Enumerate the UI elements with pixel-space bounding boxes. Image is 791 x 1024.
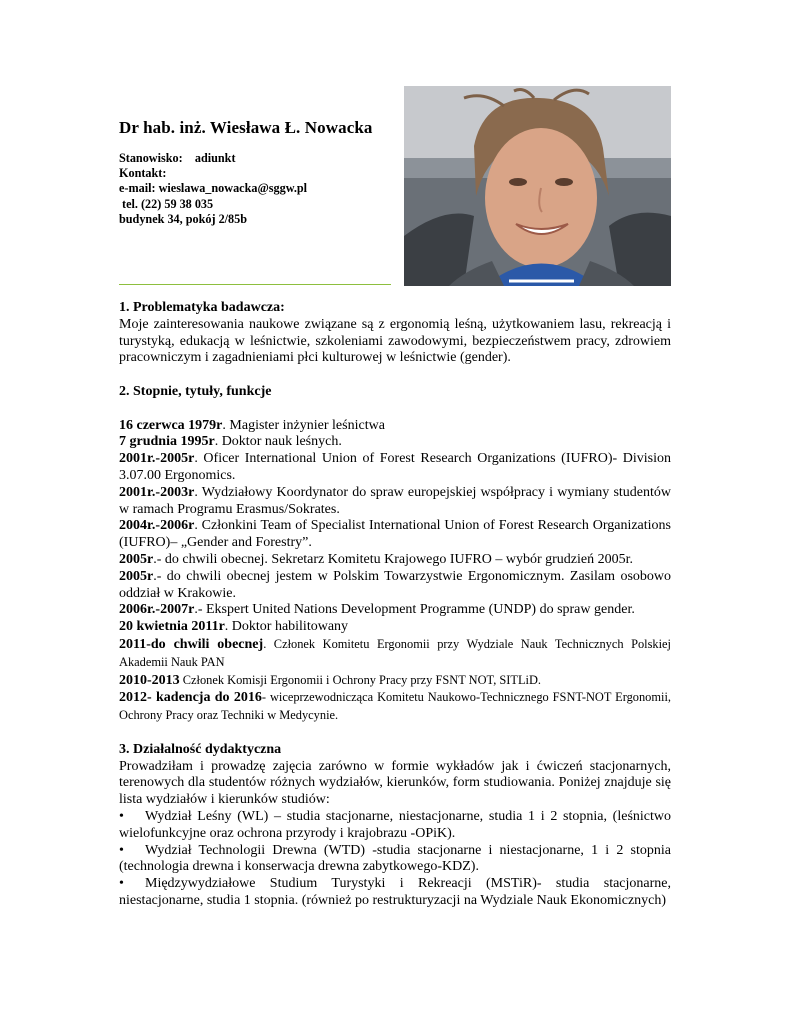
teaching-item <box>119 843 671 877</box>
office-text: budynek 34, pokój 2/85b <box>119 211 248 226</box>
degree-entry <box>119 485 671 519</box>
degree-date: 2006r.-2007r <box>119 602 195 618</box>
degree-entry <box>119 434 671 451</box>
bullet-marker: • <box>119 876 124 892</box>
email-text: e-mail: wieslawa_nowacka@sggw.pl <box>119 181 308 196</box>
cv-content <box>119 300 671 910</box>
teaching-item <box>119 809 671 843</box>
section-teaching-heading: 3. Działalność dydaktyczna <box>119 741 282 757</box>
portrait-illustration <box>404 86 671 286</box>
degree-text: . Doktor nauk leśnych. <box>214 434 342 450</box>
profile-header <box>119 86 671 286</box>
section-research-text: Moje zainteresowania naukowe związane są z ergonomią leśną, użytkowaniem lasu, rekreacją i turystyką, edukacją w leśnictwie, szkoleniami zawodowymi, bezpieczeństwem pracy, zdrowiem pracowniczym i zagadnieniami płci kulturowej w leśnictwie (gender). <box>119 316 671 366</box>
section-teaching-intro: Prowadziłam i prowadzę zajęcia zarówno w formie wykładów jak i ćwiczeń stacjonarnych, terenowych dla studentów różnych wydziałów, kierunków, form studiowania. Poniżej znajduje się lista wydziałów i kierunków studiów: <box>119 758 671 808</box>
degree-date: 2005r <box>119 551 154 567</box>
degree-text: . Doktor habilitowany <box>224 619 349 635</box>
degree-date: 2010-2013 <box>119 672 180 688</box>
degree-text: . Wydziałowy Koordynator do spraw europejskiej współpracy i wymiany studentów w ramach Programu Erasmus/Sokrates. <box>119 484 671 517</box>
degree-entry <box>119 672 671 690</box>
position-label: Stanowisko: <box>119 151 183 165</box>
degree-entry <box>119 689 671 725</box>
section-research-heading: 1. Problematyka badawcza: <box>119 300 285 315</box>
degree-entry <box>119 552 671 569</box>
degree-text: .- Ekspert United Nations Development Programme (UNDP) do spraw gender. <box>194 602 635 618</box>
contact-block <box>119 151 307 227</box>
degree-entry <box>119 602 671 619</box>
section-degrees-heading: 2. Stopnie, tytuły, funkcje <box>119 383 272 399</box>
degree-entry <box>119 518 671 552</box>
degree-text: . Magister inżynier leśnictwa <box>222 417 385 433</box>
degree-entry <box>119 451 671 485</box>
degree-text: . Oficer International Union of Forest Research Organizations (IUFRO)- Division 3.07.00 Ergonomics. <box>119 451 671 483</box>
degree-date: 2005r <box>119 568 154 584</box>
degree-date: 2001r.-2005r <box>119 451 195 467</box>
teaching-item-text: Wydział Technologii Drewna (WTD) -studia stacjonarne i niestacjonarne, 1 i 2 stopnia (technologia drewna i konserwacja drewna zabytkowego-KDZ). <box>119 842 671 875</box>
portrait-photo <box>404 86 671 286</box>
bullet-marker: • <box>119 808 124 824</box>
degree-text: - wiceprzewodnicząca Komitetu Naukowo-Technicznego FSNT-NOT Ergonomii, Ochrony Pracy oraz Techniki w Medycynie. <box>119 690 671 723</box>
degree-date: 2011-do chwili obecnej <box>119 636 264 652</box>
degree-text: Członek Komisji Ergonomii i Ochrony Pracy przy FSNT NOT, SITLiD. <box>179 672 542 687</box>
degree-date: 2001r.-2003r <box>119 484 195 500</box>
teaching-item <box>119 876 671 910</box>
teaching-list <box>119 809 671 910</box>
degree-entry <box>119 418 671 435</box>
contact-label: Kontakt: <box>119 166 167 181</box>
degree-entry <box>119 636 671 672</box>
degree-date: 16 czerwca 1979r <box>119 417 223 433</box>
header-divider <box>119 284 391 285</box>
degree-date: 20 kwietnia 2011r <box>119 619 225 635</box>
degree-text: . Członkini Team of Specialist International Union of Forest Research Organizations (IUFRO)– „Gender and Forestry”. <box>119 518 671 551</box>
degree-date: 2012- kadencja do 2016 <box>119 690 262 706</box>
person-name: Dr hab. inż. Wiesława Ł. Nowacka <box>119 118 373 137</box>
degree-text: .- do chwili obecnej jestem w Polskim Towarzystwie Ergonomicznym. Zasilam osobowo oddział w Krakowie. <box>119 568 671 601</box>
phone-text: tel. (22) 59 38 035 <box>122 196 214 211</box>
degree-date: 2004r.-2006r <box>119 518 195 534</box>
degrees-list <box>119 418 671 725</box>
degree-date: 7 grudnia 1995r <box>119 434 215 450</box>
degree-entry <box>119 569 671 603</box>
teaching-item-text: Wydział Leśny (WL) – studia stacjonarne, niestacjonarne, studia 1 i 2 stopnia, (leśnictwo wielofunkcyjne oraz ochrona przyrody i krajobrazu -OPiK). <box>119 808 671 841</box>
degree-text: .- do chwili obecnej. Sekretarz Komitetu Krajowego IUFRO – wybór grudzień 2005r. <box>153 551 633 567</box>
position-value: adiunkt <box>194 151 236 165</box>
bullet-marker: • <box>119 842 124 858</box>
teaching-item-text: Międzywydziałowe Studium Turystyki i Rekreacji (MSTiR)- studia stacjonarne, niestacjonarne, studia 1 stopnia. (również po restrukturyzacji na Wydziale Nauk Ekonomicznych) <box>119 876 671 908</box>
position-row <box>119 151 307 166</box>
degree-text: . Członek Komitetu Ergonomii przy Wydziale Nauk Technicznych Polskiej Akademii Nauk PAN <box>119 636 671 669</box>
degree-entry <box>119 619 671 636</box>
